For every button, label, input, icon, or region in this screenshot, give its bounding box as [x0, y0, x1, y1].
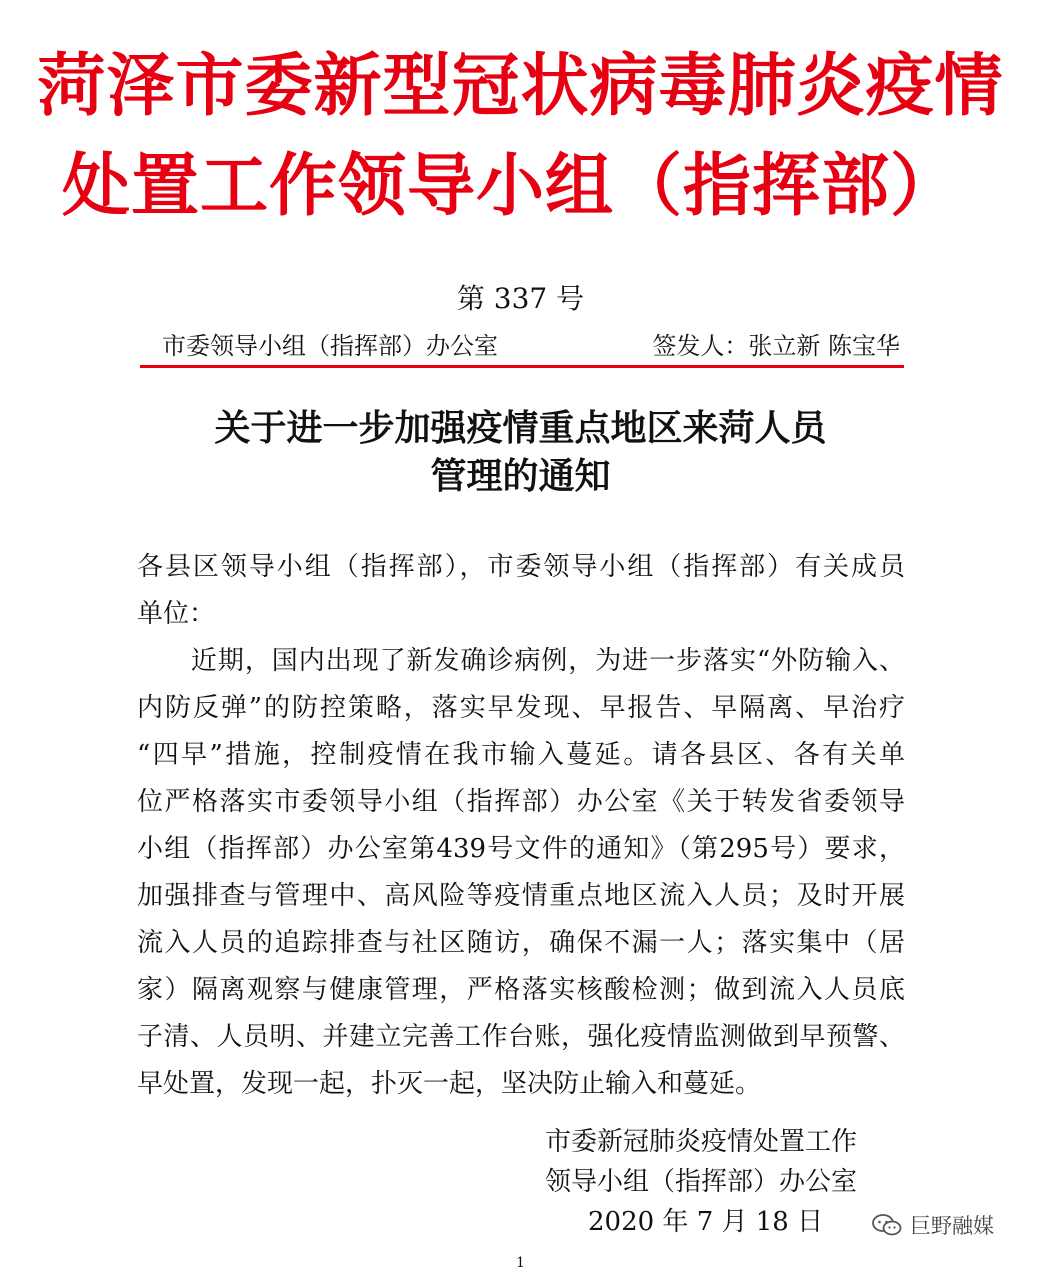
body-line: 加强排查与管理中、高风险等疫情重点地区流入人员；及时开展 — [137, 881, 905, 911]
issuer-office: 市委领导小组（指挥部）办公室 — [162, 332, 498, 360]
header-title-line1: 菏泽市委新型冠状病毒肺炎疫情 — [37, 46, 1004, 126]
document-title-line2: 管理的通知 — [430, 455, 611, 497]
signature-line2: 领导小组（指挥部）办公室 — [545, 1167, 858, 1197]
body-line: 位严格落实市委领导小组（指挥部）办公室《关于转发省委领导 — [137, 787, 905, 817]
body-line: 近期，国内出现了新发确诊病例，为进一步落实“外防输入、 — [137, 646, 905, 676]
document-number: 第 337 号 — [456, 282, 585, 315]
signature-line1: 市委新冠肺炎疫情处置工作 — [545, 1127, 858, 1157]
body-line: 各县区领导小组（指挥部），市委领导小组（指挥部）有关成员 — [137, 552, 905, 582]
source-watermark — [872, 1208, 994, 1242]
wechat-icon — [872, 1213, 902, 1237]
body-line: 单位： — [137, 599, 216, 629]
signer: 签发人：张立新 陈宝华 — [652, 332, 900, 360]
body-line: 家）隔离观察与健康管理，严格落实核酸检测；做到流入人员底 — [137, 975, 905, 1005]
signature-date: 2020 年 7 月 18 日 — [588, 1207, 824, 1237]
body-line: 流入人员的追踪排查与社区随访，确保不漏一人；落实集中（居 — [137, 928, 905, 958]
issuer-signer-row — [162, 330, 900, 362]
red-divider — [140, 365, 904, 368]
document-title-line1: 关于进一步加强疫情重点地区来菏人员 — [214, 407, 827, 449]
body-line: 小组（指挥部）办公室第439号文件的通知》（第295号）要求， — [137, 834, 905, 864]
watermark-text: 巨野融媒 — [910, 1214, 994, 1238]
body-line: 子清、人员明、并建立完善工作台账，强化疫情监测做到早预警、 — [137, 1022, 905, 1052]
page-number: 1 — [516, 1255, 525, 1271]
header-title-line2: 处置工作领导小组（指挥部） — [61, 146, 959, 226]
body-line: 内防反弹”的防控策略，落实早发现、早报告、早隔离、早治疗 — [137, 693, 905, 723]
body-line: “四早”措施，控制疫情在我市输入蔓延。请各县区、各有关单 — [137, 740, 905, 770]
body-line: 早处置，发现一起，扑灭一起，坚决防止输入和蔓延。 — [137, 1069, 762, 1099]
